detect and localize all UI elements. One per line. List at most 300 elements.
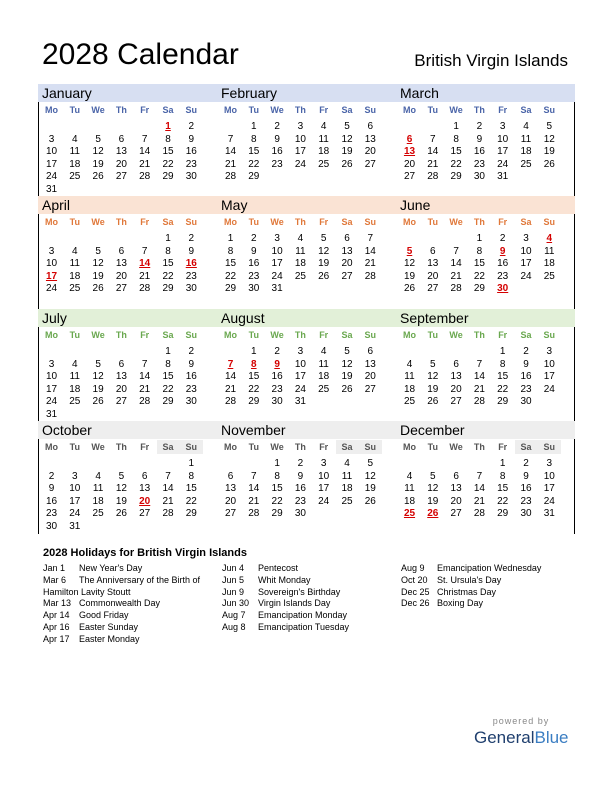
day-cell: 16 [520, 483, 532, 495]
day-cell: 10 [543, 470, 555, 482]
holiday-day: 16 [185, 258, 197, 270]
day-cell: 17 [497, 146, 509, 158]
month-name: August [217, 309, 396, 327]
day-cell: 22 [224, 270, 237, 282]
day-cell: 22 [271, 495, 283, 507]
day-cell: 29 [248, 396, 260, 408]
weekday-label: Su [185, 105, 198, 115]
day-cell: 18 [341, 483, 353, 495]
day-cell: 1 [188, 458, 195, 469]
day-cell: 29 [162, 396, 174, 408]
weekday-label: Sa [341, 330, 353, 340]
day-cell: 5 [118, 470, 125, 482]
day-cell: 27 [450, 396, 462, 408]
day-cell: 17 [318, 483, 330, 495]
day-cell: 25 [69, 171, 81, 183]
day-cell: 30 [45, 521, 58, 532]
day-cell: 12 [427, 371, 439, 383]
month-name: January [38, 84, 217, 102]
day-cell: 6 [118, 358, 125, 370]
day-cell: 18 [403, 383, 416, 395]
day-cell: 6 [367, 121, 374, 132]
holidays-title: 2028 Holidays for British Virgin Islands [43, 547, 247, 559]
day-cell: 9 [274, 133, 280, 145]
weekday-label: Sa [520, 217, 532, 227]
holiday-name: St. Ursula's Day [437, 574, 502, 585]
holiday-item [43, 575, 200, 587]
day-cell: 5 [430, 358, 436, 370]
month-february [217, 84, 396, 196]
day-cell: 25 [92, 508, 104, 520]
holiday-column-2 [222, 563, 349, 634]
day-cell: 22 [162, 158, 174, 170]
day-cell: 14 [364, 245, 376, 257]
day-cell: 9 [48, 483, 55, 495]
day-cell: 5 [95, 133, 101, 145]
holiday-date: Jun 5 [222, 574, 245, 585]
holiday-name: Pentecost [258, 563, 299, 573]
day-cell: 15 [271, 483, 283, 495]
day-cell: 7 [251, 470, 257, 482]
day-cell: 23 [185, 158, 197, 170]
day-cell: 27 [450, 508, 462, 520]
weekday-label: Fr [498, 217, 508, 227]
holiday-date: Oct 20 [401, 574, 428, 585]
holiday-day: 20 [139, 495, 151, 507]
day-cell: 28 [473, 396, 485, 408]
weekday-label: Tu [248, 217, 259, 227]
day-cell: 19 [92, 383, 104, 395]
weekday-label: Th [294, 330, 306, 340]
day-cell: 13 [224, 483, 237, 495]
holiday-column-1 [43, 563, 200, 646]
day-cell: 4 [72, 245, 78, 257]
weekday-label: Th [115, 217, 127, 227]
day-cell: 1 [165, 233, 171, 244]
weekday-label: Mo [403, 442, 416, 452]
holiday-name: Easter Sunday [79, 621, 139, 632]
day-cell: 2 [48, 470, 55, 482]
holiday-name: Commonwealth Day [79, 598, 161, 609]
day-cell: 21 [473, 383, 485, 395]
weekday-label: Sa [520, 330, 532, 340]
day-cell: 8 [165, 133, 171, 145]
weekday-label: We [270, 442, 284, 452]
day-cell: 7 [165, 470, 171, 482]
day-cell: 28 [364, 270, 376, 282]
holiday-item [401, 563, 541, 575]
day-cell: 3 [523, 233, 529, 244]
day-cell: 26 [92, 396, 104, 408]
month-name: May [217, 196, 396, 214]
weekday-label: Th [115, 105, 127, 115]
day-cell: 21 [139, 270, 151, 282]
day-cell: 20 [364, 146, 376, 158]
holiday-day: 30 [497, 283, 509, 295]
weekday-label: Th [294, 442, 306, 452]
day-cell: 3 [297, 121, 304, 132]
day-cell: 13 [450, 483, 462, 495]
weekday-label: Mo [45, 442, 58, 452]
day-cell: 4 [523, 121, 529, 132]
day-cell: 21 [224, 383, 237, 395]
day-cell: 17 [271, 258, 283, 270]
weekday-label: Mo [45, 330, 58, 340]
weekday-label: Th [115, 442, 127, 452]
day-cell: 17 [45, 383, 58, 395]
weekday-label: Su [364, 330, 377, 340]
holiday-day: 1 [165, 121, 171, 132]
day-cell: 18 [69, 383, 81, 395]
weekday-label: Mo [224, 217, 237, 227]
day-cell: 7 [141, 133, 148, 145]
day-cell: 4 [344, 458, 350, 469]
day-cell: 27 [364, 383, 376, 395]
weekday-label: Mo [45, 105, 58, 115]
holiday-item [222, 598, 349, 610]
weekday-label: Fr [319, 105, 329, 115]
weekday-label: Fr [140, 217, 150, 227]
day-cell: 13 [115, 146, 127, 158]
weekday-label: Tu [69, 105, 80, 115]
day-cell: 2 [476, 121, 483, 132]
holiday-day: 6 [406, 133, 413, 145]
day-cell: 17 [69, 495, 81, 507]
day-cell: 26 [364, 495, 376, 507]
day-cell: 21 [139, 383, 151, 395]
day-cell: 7 [476, 358, 483, 370]
weekday-label: We [91, 330, 105, 340]
day-cell: 3 [48, 245, 55, 257]
day-cell: 28 [248, 508, 260, 520]
holiday-name: Sovereign's Birthday [258, 586, 341, 597]
day-cell: 28 [224, 396, 237, 408]
day-cell: 14 [139, 146, 151, 158]
holiday-date: Aug 8 [222, 621, 246, 632]
weekday-label: We [270, 330, 284, 340]
day-cell: 19 [92, 158, 104, 170]
weekday-label: Su [543, 217, 556, 227]
day-cell: 2 [188, 121, 195, 132]
day-cell: 12 [115, 483, 127, 495]
day-cell: 9 [297, 470, 304, 482]
month-march [396, 84, 575, 196]
weekday-label: Fr [319, 217, 329, 227]
day-cell: 6 [141, 470, 148, 482]
day-cell: 28 [139, 396, 151, 408]
day-cell: 21 [364, 258, 376, 270]
day-cell: 28 [224, 171, 237, 183]
day-cell: 27 [364, 158, 376, 170]
day-cell: 4 [72, 133, 78, 145]
day-cell: 29 [162, 171, 174, 183]
holiday-item [222, 563, 349, 575]
day-cell: 13 [450, 371, 462, 383]
day-cell: 15 [248, 146, 260, 158]
holiday-item [401, 575, 541, 587]
day-cell: 6 [430, 245, 436, 257]
weekday-label: Tu [427, 105, 438, 115]
day-cell: 23 [520, 495, 532, 507]
day-cell: 7 [476, 470, 483, 482]
day-cell: 23 [520, 383, 532, 395]
month-name: March [396, 84, 575, 102]
day-cell: 2 [297, 458, 304, 469]
weekday-label: Th [473, 330, 485, 340]
day-cell: 31 [45, 184, 58, 195]
holiday-date: Jan 1 [43, 563, 66, 573]
weekday-label: Su [180, 440, 203, 454]
month-june [396, 196, 575, 308]
weekday-label: Th [473, 442, 485, 452]
holiday-date: Dec 26 [401, 598, 430, 609]
day-cell: 16 [185, 146, 197, 158]
day-cell: 7 [453, 245, 459, 257]
generalblue-wordmark [474, 728, 568, 748]
month-name: November [217, 421, 396, 439]
day-cell: 18 [543, 258, 555, 270]
weekday-label: Tu [248, 105, 259, 115]
day-cell: 25 [294, 270, 306, 282]
day-cell: 25 [69, 283, 81, 295]
day-cell: 23 [185, 383, 197, 395]
weekday-label: Fr [498, 442, 508, 452]
day-cell: 17 [45, 158, 58, 170]
day-cell: 6 [344, 233, 350, 244]
day-cell: 27 [115, 283, 127, 295]
weekday-label: We [91, 105, 105, 115]
month-august [217, 309, 396, 421]
weekday-label: Mo [403, 105, 416, 115]
weekday-label: Sa [520, 105, 532, 115]
day-cell: 5 [546, 121, 553, 132]
day-cell: 9 [188, 245, 195, 257]
day-cell: 29 [185, 508, 197, 520]
day-cell: 10 [497, 133, 509, 145]
holiday-date: Jun 4 [222, 563, 245, 573]
day-cell: 27 [115, 396, 127, 408]
day-cell: 30 [248, 283, 260, 295]
day-cell: 12 [427, 483, 439, 495]
weekday-label: Su [185, 330, 198, 340]
day-cell: 21 [224, 158, 237, 170]
day-cell: 26 [115, 508, 127, 520]
day-cell: 2 [251, 233, 257, 244]
day-cell: 20 [115, 383, 127, 395]
day-cell: 10 [294, 133, 306, 145]
weekday-label: Su [543, 330, 556, 340]
day-cell: 1 [251, 346, 257, 357]
weekday-label: Tu [69, 217, 80, 227]
day-cell: 24 [294, 158, 306, 170]
weekday-label: Sa [157, 440, 180, 454]
month-name: February [217, 84, 396, 102]
day-cell: 3 [48, 133, 55, 145]
day-cell: 29 [473, 283, 485, 295]
day-cell: 12 [92, 146, 104, 158]
holiday-day: 14 [139, 258, 151, 270]
day-cell: 20 [403, 158, 416, 170]
day-cell: 2 [188, 233, 195, 244]
day-cell: 19 [364, 483, 376, 495]
day-cell: 4 [72, 358, 78, 370]
country-name: British Virgin Islands [414, 51, 568, 70]
holiday-name: Virgin Islands Day [258, 598, 331, 609]
day-cell: 31 [271, 283, 283, 295]
day-cell: 19 [318, 258, 330, 270]
weekday-label: Sa [162, 330, 174, 340]
weekday-label: Su [185, 217, 198, 227]
weekday-label: Su [359, 440, 382, 454]
weekday-label: Su [364, 217, 377, 227]
day-cell: 7 [430, 133, 436, 145]
weekday-label: Fr [140, 442, 150, 452]
day-cell: 10 [543, 358, 555, 370]
holiday-name: Emancipation Tuesday [258, 621, 350, 632]
weekday-label: Su [543, 105, 556, 115]
day-cell: 19 [427, 495, 439, 507]
day-cell: 26 [403, 283, 416, 295]
day-cell: 23 [185, 270, 197, 282]
day-cell: 14 [162, 483, 174, 495]
weekday-label: We [449, 217, 463, 227]
day-cell: 20 [341, 258, 353, 270]
day-cell: 12 [543, 133, 555, 145]
day-cell: 5 [367, 458, 374, 469]
day-cell: 3 [48, 358, 55, 370]
weekday-label: Sa [341, 217, 353, 227]
weekday-label: Mo [403, 330, 416, 340]
weekday-label: Mo [224, 330, 237, 340]
day-cell: 26 [318, 270, 330, 282]
day-cell: 15 [497, 483, 509, 495]
day-cell: 1 [499, 458, 506, 469]
day-cell: 28 [162, 508, 174, 520]
weekday-label: Tu [69, 330, 80, 340]
day-cell: 18 [318, 146, 330, 158]
holiday-name: New Year's Day [79, 563, 143, 573]
day-cell: 14 [473, 371, 485, 383]
day-cell: 2 [523, 346, 529, 357]
holiday-item [43, 622, 200, 634]
month-name: September [396, 309, 575, 327]
powered-by: powered by [492, 716, 550, 726]
day-cell: 30 [520, 508, 532, 520]
day-cell: 18 [520, 146, 532, 158]
day-cell: 7 [367, 233, 374, 244]
day-cell: 7 [141, 358, 148, 370]
holiday-item [222, 610, 349, 622]
holiday-date: Mar 6 [43, 574, 67, 585]
month-april [38, 196, 217, 308]
day-cell: 18 [403, 495, 416, 507]
day-cell: 4 [297, 233, 304, 244]
day-cell: 14 [248, 483, 260, 495]
weekday-label: Fr [319, 442, 329, 452]
day-cell: 21 [450, 270, 462, 282]
weekday-label: Th [115, 330, 127, 340]
holiday-item [43, 587, 200, 599]
weekday-label: Sa [515, 440, 538, 454]
weekday-label: Tu [248, 442, 259, 452]
day-cell: 24 [45, 283, 58, 295]
day-cell: 19 [427, 383, 439, 395]
day-cell: 14 [427, 146, 439, 158]
month-name: October [38, 421, 217, 439]
day-cell: 17 [294, 371, 306, 383]
day-cell: 1 [274, 458, 280, 469]
month-name: April [38, 196, 217, 214]
day-cell: 30 [185, 396, 197, 408]
day-cell: 1 [251, 121, 257, 132]
day-cell: 15 [162, 146, 174, 158]
day-cell: 26 [543, 158, 555, 170]
weekday-label: Fr [140, 105, 150, 115]
day-cell: 11 [318, 133, 329, 145]
weekday-label: We [449, 442, 463, 452]
holiday-item [222, 575, 349, 587]
day-cell: 9 [476, 133, 483, 145]
day-cell: 23 [271, 383, 283, 395]
day-cell: 28 [427, 171, 439, 183]
day-cell: 27 [224, 508, 237, 520]
day-cell: 12 [318, 245, 330, 257]
day-cell: 29 [162, 283, 174, 295]
day-cell: 14 [224, 371, 237, 383]
day-cell: 26 [341, 383, 353, 395]
day-cell: 25 [543, 270, 555, 282]
day-cell: 4 [320, 121, 327, 132]
day-cell: 22 [473, 270, 485, 282]
day-cell: 2 [274, 121, 280, 132]
weekday-label: Mo [224, 105, 237, 115]
day-cell: 30 [473, 171, 485, 183]
day-cell: 25 [69, 396, 81, 408]
day-cell: 21 [427, 158, 439, 170]
day-cell: 27 [115, 171, 127, 183]
day-cell: 17 [520, 258, 532, 270]
day-cell: 24 [497, 158, 509, 170]
day-cell: 22 [497, 495, 509, 507]
day-cell: 22 [162, 383, 174, 395]
month-july [38, 309, 217, 421]
day-cell: 31 [69, 521, 81, 532]
day-cell: 11 [69, 258, 80, 270]
day-cell: 6 [227, 470, 234, 482]
weekday-label: Tu [427, 217, 438, 227]
day-cell: 10 [69, 483, 81, 495]
holiday-name: Emancipation Wednesday [437, 563, 542, 573]
day-cell: 20 [450, 383, 462, 395]
day-cell: 1 [453, 121, 459, 132]
holiday-name: Good Friday [79, 610, 129, 621]
day-cell: 17 [543, 483, 555, 495]
day-cell: 15 [450, 146, 462, 158]
day-cell: 8 [453, 133, 459, 145]
day-cell: 16 [497, 258, 509, 270]
day-cell: 13 [364, 133, 376, 145]
weekday-label: Th [473, 217, 485, 227]
month-october [38, 421, 217, 533]
day-cell: 10 [45, 146, 58, 158]
day-cell: 23 [248, 270, 260, 282]
day-cell: 10 [294, 358, 306, 370]
weekday-label: Sa [162, 105, 174, 115]
day-cell: 10 [45, 371, 58, 383]
day-cell: 4 [406, 470, 413, 482]
day-cell: 3 [499, 121, 506, 132]
month-january [38, 84, 217, 196]
